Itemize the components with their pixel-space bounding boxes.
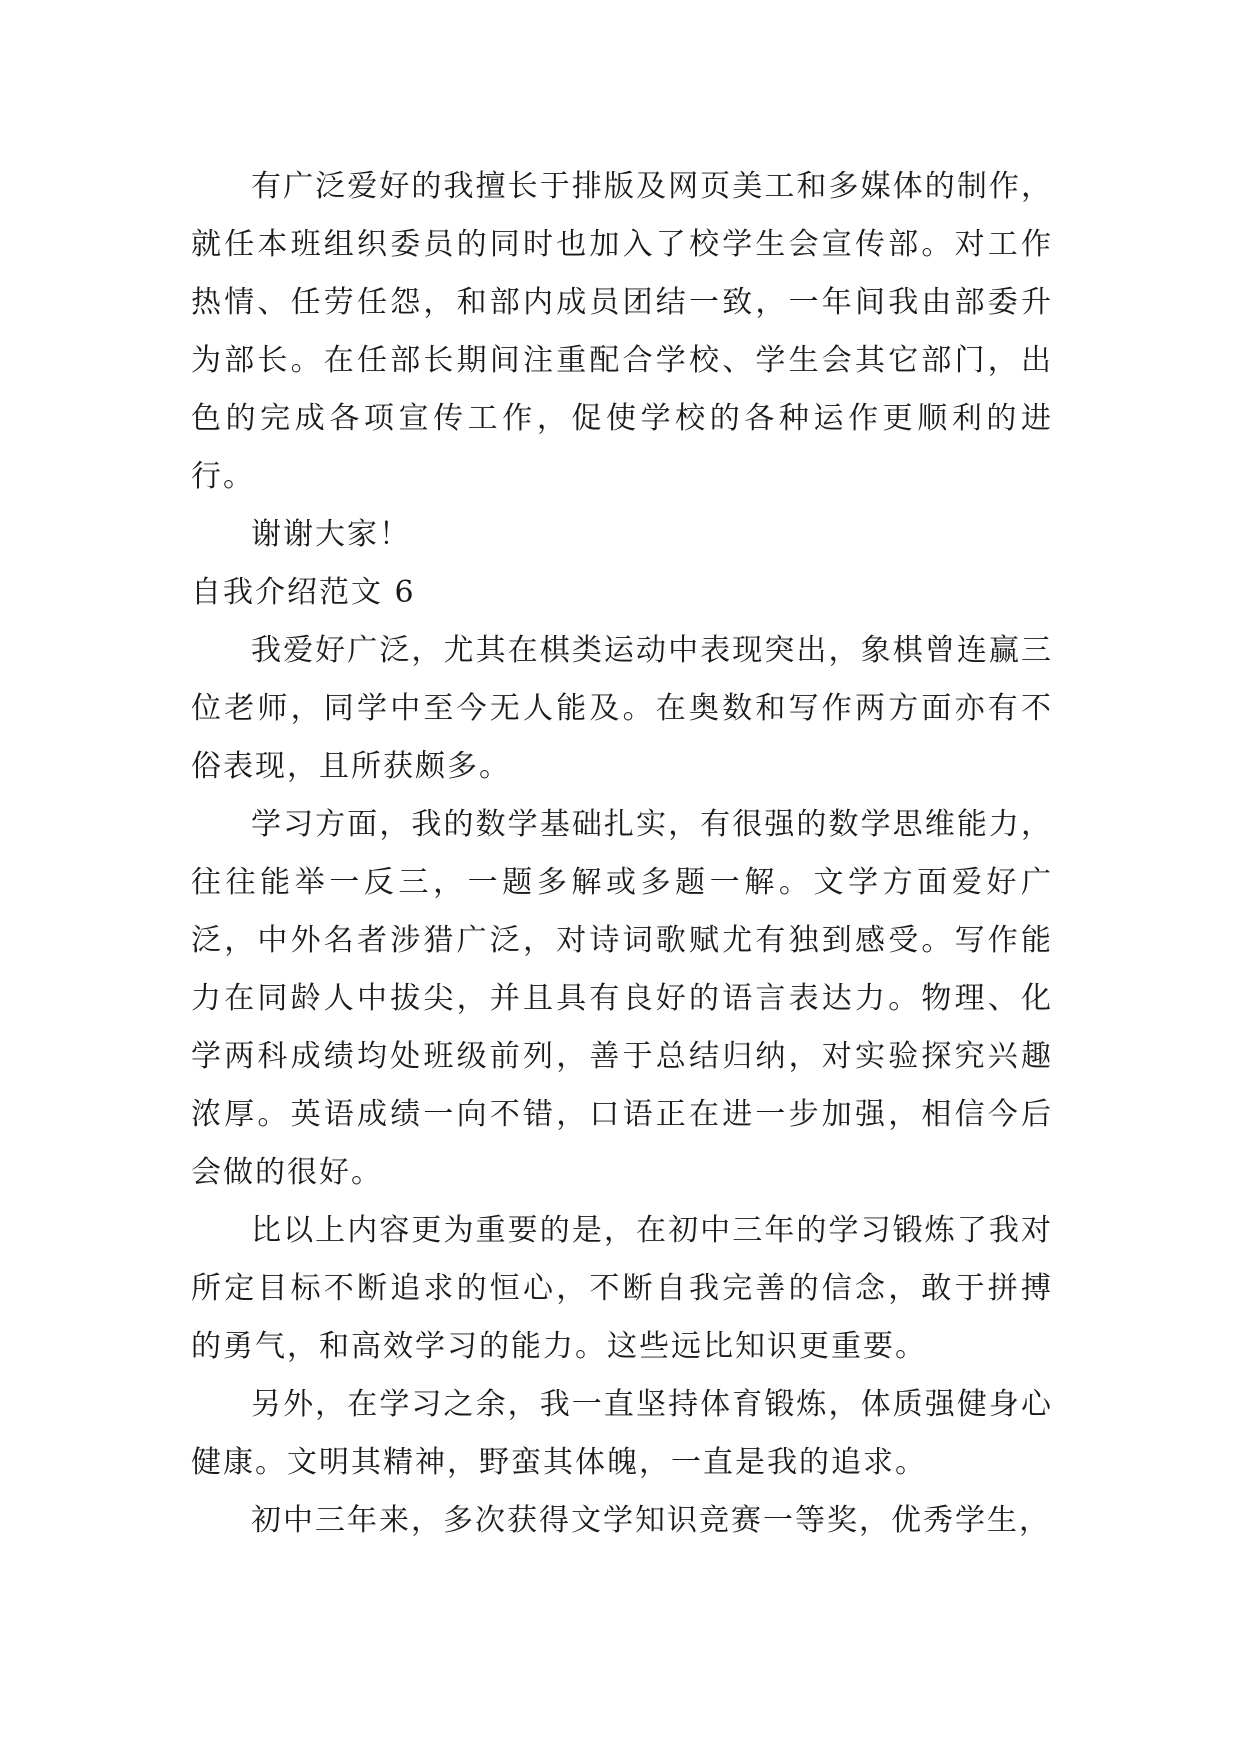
document-body — [191, 158, 1053, 1550]
paragraph-awards: 初中三年来，多次获得文学知识竞赛一等奖，优秀学生， — [251, 1503, 1051, 1538]
paragraph-study: 学习方面，我的数学基础扎实，有很强的数学思维能力，往往能举一反三，一题多解或多题一解。文学方面爱好广泛，中外名者涉猎广泛，对诗词歌赋尤有独到感受。写作能力在同龄人中拔尖，并且具有良好的语言表达力。物理、化学两科成绩均处班级前列，善于总结归纳，对实验探究兴趣浓厚。英语成绩一向不错，口语正在进一步加强，相信今后会做的很好。 — [191, 807, 1053, 1190]
paragraph-perseverance: 比以上内容更为重要的是，在初中三年的学习锻炼了我对所定目标不断追求的恒心，不断自我完善的信念，敢于拼搏的勇气，和高效学习的能力。这些远比知识更重要。 — [191, 1213, 1053, 1364]
paragraph-thanks: 谢谢大家！ — [251, 517, 411, 552]
paragraph-hobbies: 我爱好广泛，尤其在棋类运动中表现突出，象棋曾连赢三位老师，同学中至今无人能及。在奥数和写作两方面亦有不俗表现，且所获颇多。 — [191, 633, 1053, 784]
paragraph-propaganda-department: 有广泛爱好的我擅长于排版及网页美工和多媒体的制作，就任本班组织委员的同时也加入了校学生会宣传部。对工作热情、任劳任怨，和部内成员团结一致，一年间我由部委升为部长。在任部长期间注重配合学校、学生会其它部门，出色的完成各项宣传工作，促使学校的各种运作更顺利的进行。 — [191, 169, 1053, 494]
paragraph-sports: 另外，在学习之余，我一直坚持体育锻炼，体质强健身心健康。文明其精神，野蛮其体魄，一直是我的追求。 — [191, 1387, 1053, 1480]
section-heading: 自我介绍范文 6 — [191, 575, 416, 610]
